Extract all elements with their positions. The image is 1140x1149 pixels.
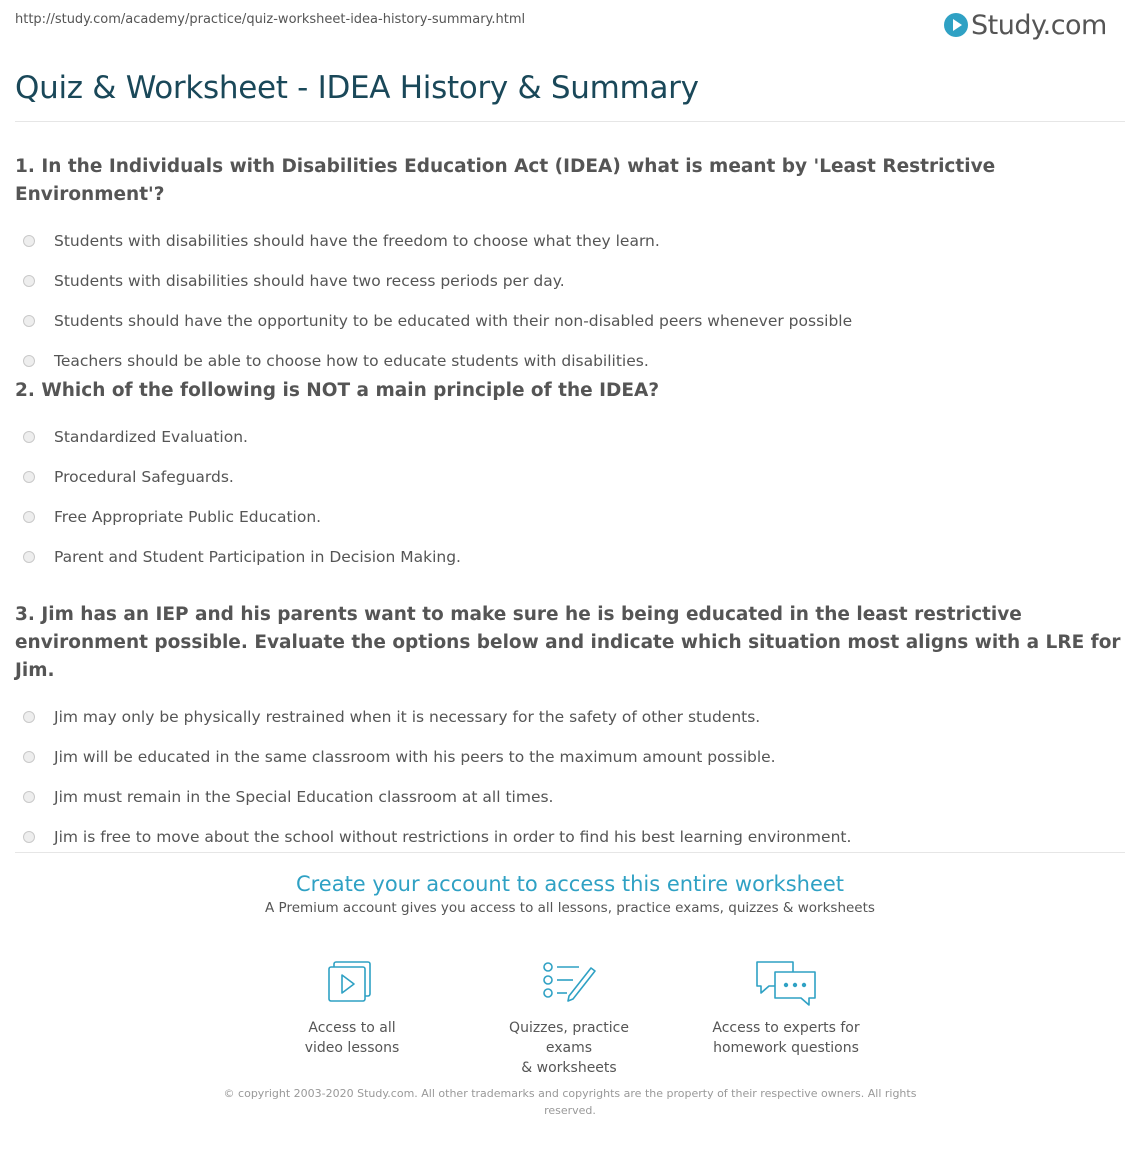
answer-label: Jim is free to move about the school without restrictions in order to find his best learning environment.	[54, 828, 852, 846]
question-1	[15, 153, 1125, 381]
feature-label: Access to experts for homework questions	[712, 1020, 860, 1056]
video-lesson-icon	[322, 958, 382, 1008]
radio-button[interactable]	[23, 511, 35, 523]
answer-label: Standardized Evaluation.	[54, 428, 248, 446]
answer-label: Jim may only be physically restrained when it is necessary for the safety of other students.	[54, 708, 761, 726]
question-text: 3. Jim has an IEP and his parents want to make sure he is being educated in the least restrictive environment possible. Evaluate the options below and indicate which situation most aligns with a LRE for Jim.	[15, 604, 1121, 681]
question-2	[15, 377, 1125, 577]
copyright-notice: © copyright 2003-2020 Study.com. All other trademarks and copyrights are the property of their respective owners. All rights reserved.	[223, 1087, 917, 1117]
answer-option[interactable]	[15, 221, 1125, 261]
feature-label: Quizzes, practice exams & worksheets	[509, 1020, 629, 1076]
feature-quizzes	[484, 958, 654, 1078]
answer-option[interactable]	[15, 497, 1125, 537]
page-title: Quiz & Worksheet - IDEA History & Summary	[15, 70, 699, 106]
study-logo-link[interactable]	[944, 8, 1107, 42]
cta-subtitle: A Premium account gives you access to all lessons, practice exams, quizzes & worksheets	[265, 900, 875, 916]
top-bar	[0, 0, 1140, 52]
answer-option[interactable]	[15, 777, 1125, 817]
answer-label: Parent and Student Participation in Decision Making.	[54, 548, 461, 566]
question-text: 2. Which of the following is NOT a main principle of the IDEA?	[15, 380, 660, 401]
answer-label: Jim will be educated in the same classroom with his peers to the maximum amount possible.	[54, 748, 776, 766]
radio-button[interactable]	[23, 711, 35, 723]
answer-option[interactable]	[15, 301, 1125, 341]
answer-option[interactable]	[15, 817, 1125, 857]
answer-label: Students with disabilities should have the freedom to choose what they learn.	[54, 232, 660, 250]
divider	[15, 121, 1125, 122]
answer-label: Teachers should be able to choose how to educate students with disabilities.	[54, 352, 649, 370]
answer-option[interactable]	[15, 417, 1125, 457]
answer-option[interactable]	[15, 537, 1125, 577]
radio-button[interactable]	[23, 315, 35, 327]
answer-label: Students should have the opportunity to be educated with their non-disabled peers whenever possible	[54, 312, 853, 330]
feature-experts	[701, 958, 871, 1058]
radio-button[interactable]	[23, 235, 35, 247]
answer-option[interactable]	[15, 261, 1125, 301]
radio-button[interactable]	[23, 831, 35, 843]
radio-button[interactable]	[23, 751, 35, 763]
answer-option[interactable]	[15, 737, 1125, 777]
feature-label: Access to all video lessons	[304, 1020, 400, 1056]
cta-title-link[interactable]: Create your account to access this entire worksheet	[295, 872, 845, 896]
answer-label: Jim must remain in the Special Education classroom at all times.	[54, 788, 554, 806]
answer-label: Free Appropriate Public Education.	[54, 508, 322, 526]
quiz-checklist-icon	[539, 958, 599, 1008]
radio-button[interactable]	[23, 355, 35, 367]
radio-button[interactable]	[23, 275, 35, 287]
radio-button[interactable]	[23, 791, 35, 803]
answer-options	[15, 697, 1125, 857]
answer-options	[15, 221, 1125, 381]
radio-button[interactable]	[23, 471, 35, 483]
question-text: 1. In the Individuals with Disabilities Education Act (IDEA) what is meant by 'Least Restrictive Environment'?	[15, 156, 996, 205]
page-url: http://study.com/academy/practice/quiz-worksheet-idea-history-summary.html	[15, 12, 526, 27]
answer-option[interactable]	[15, 457, 1125, 497]
signup-cta	[0, 872, 1140, 916]
answer-options	[15, 417, 1125, 577]
question-3	[15, 601, 1125, 857]
answer-option[interactable]	[15, 697, 1125, 737]
answer-label: Students with disabilities should have two recess periods per day.	[54, 272, 565, 290]
radio-button[interactable]	[23, 431, 35, 443]
divider	[15, 852, 1125, 853]
feature-video-lessons	[267, 958, 437, 1058]
logo-text: Study.com	[971, 9, 1107, 41]
answer-label: Procedural Safeguards.	[54, 468, 234, 486]
answer-option[interactable]	[15, 341, 1125, 381]
play-logo-icon	[944, 13, 968, 37]
radio-button[interactable]	[23, 551, 35, 563]
chat-bubbles-icon	[753, 958, 819, 1008]
